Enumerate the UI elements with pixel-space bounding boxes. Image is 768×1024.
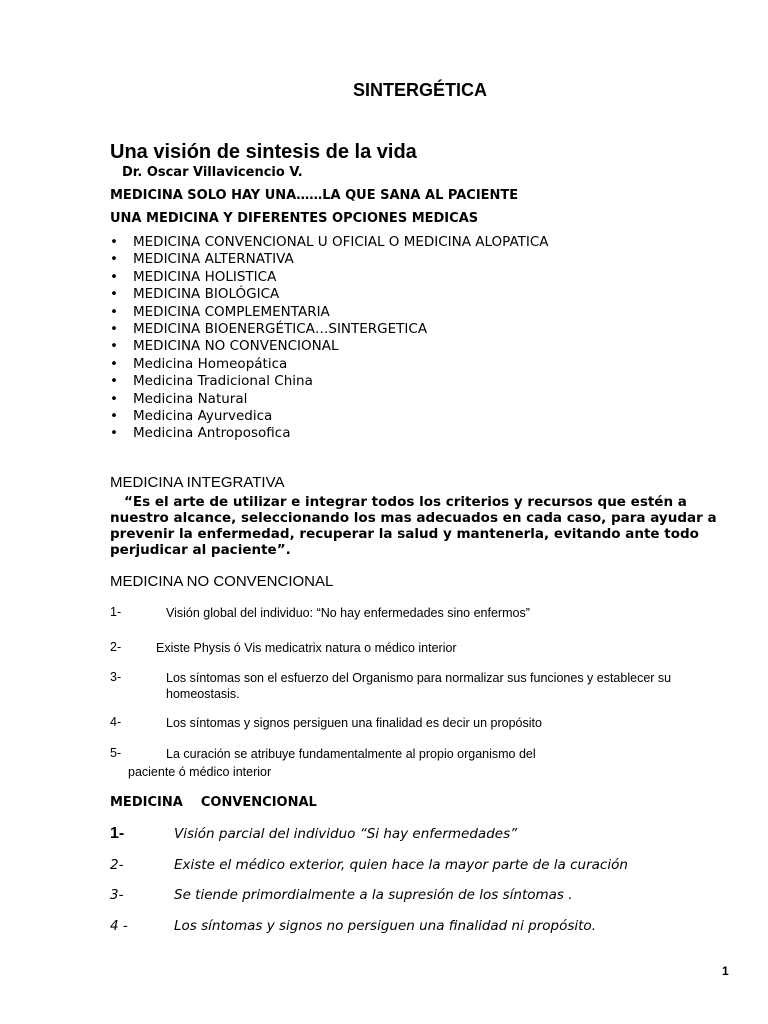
item-number: 1- — [110, 605, 122, 619]
list-item: • Medicina Natural — [110, 391, 549, 408]
item-text: Los síntomas y signos no persiguen una finalidad ni propósito. — [174, 918, 596, 934]
list-item: • MEDICINA COMPLEMENTARIA — [110, 304, 549, 321]
list-item: • Medicina Tradicional China — [110, 373, 549, 390]
item-text: Existe el médico exterior, quien hace la mayor parte de la curación — [174, 857, 628, 873]
list-item: • MEDICINA CONVENCIONAL U OFICIAL O MEDICINA ALOPATICA — [110, 234, 549, 251]
item-text: Los síntomas y signos persiguen una finalidad es decir un propósito — [166, 716, 542, 730]
integrativa-heading: MEDICINA INTEGRATIVA — [110, 474, 285, 491]
heading-text: MEDICINA CONVENCIONAL — [110, 795, 317, 810]
convencional-item-1 — [110, 826, 730, 846]
item-number: 4- — [110, 715, 122, 729]
item-number: 4 - — [110, 918, 128, 934]
item-number: 2- — [110, 857, 124, 873]
list-item: • MEDICINA ALTERNATIVA — [110, 251, 549, 268]
convencional-heading — [110, 795, 317, 810]
item-number: 2- — [110, 640, 122, 654]
item-text: La curación se atribuye fundamentalmente al propio organismo del — [166, 747, 536, 761]
item-text: Existe Physis ó Vis medicatrix natura o médico interior — [156, 641, 457, 655]
item-number: 1- — [110, 825, 125, 842]
document-subtitle: Una visión de sintesis de la vida — [110, 141, 417, 163]
list-item: • Medicina Antroposofica — [110, 425, 549, 442]
no-convencional-heading: MEDICINA NO CONVENCIONAL — [110, 573, 334, 590]
list-item: • MEDICINA BIOENERGÉTICA…SINTERGETICA — [110, 321, 549, 338]
document-title: SINTERGÉTICA — [352, 80, 487, 100]
statement-two: UNA MEDICINA Y DIFERENTES OPCIONES MEDICAS — [110, 211, 479, 226]
medicine-options-list — [110, 234, 549, 443]
author-line: Dr. Oscar Villavicencio V. — [122, 165, 303, 180]
integrativa-quote — [110, 494, 750, 558]
list-item: • MEDICINA HOLISTICA — [110, 269, 549, 286]
list-item: • Medicina Homeopática — [110, 356, 549, 373]
item-number: 3- — [110, 887, 124, 903]
item-text: Visión global del individuo: “No hay enfermedades sino enfermos” — [166, 606, 530, 620]
list-item: • MEDICINA NO CONVENCIONAL — [110, 338, 549, 355]
list-item: • MEDICINA BIOLÓGICA — [110, 286, 549, 303]
item-number: 3- — [110, 670, 122, 684]
page-number: 1 — [722, 964, 729, 978]
quote-text: “Es el arte de utilizar e integrar todos los criterios y recursos que estén a nuestro alcance, seleccionando los mas adecuados en cada caso, para ayudar a prevenir la enfermedad, recuperar la salud y mantenerla, evitando ante todo perjudicar al paciente”. — [110, 494, 717, 558]
convencional-item-4 — [110, 918, 730, 938]
item-text: Se tiende primordialmente a la supresión de los síntomas . — [174, 887, 573, 903]
item-text: Los síntomas son el esfuerzo del Organismo para normalizar sus funciones y establecer su homeostasis. — [166, 671, 672, 701]
statement-one: MEDICINA SOLO HAY UNA……LA QUE SANA AL PACIENTE — [110, 188, 519, 203]
convencional-item-3 — [110, 887, 730, 907]
list-item: • Medicina Ayurvedica — [110, 408, 549, 425]
item-text: Visión parcial del individuo “Si hay enfermedades” — [174, 826, 518, 842]
convencional-item-2 — [110, 857, 730, 877]
item-number: 5- — [110, 746, 122, 760]
no-convencional-item-5-continuation: paciente ó médico interior — [128, 765, 272, 779]
